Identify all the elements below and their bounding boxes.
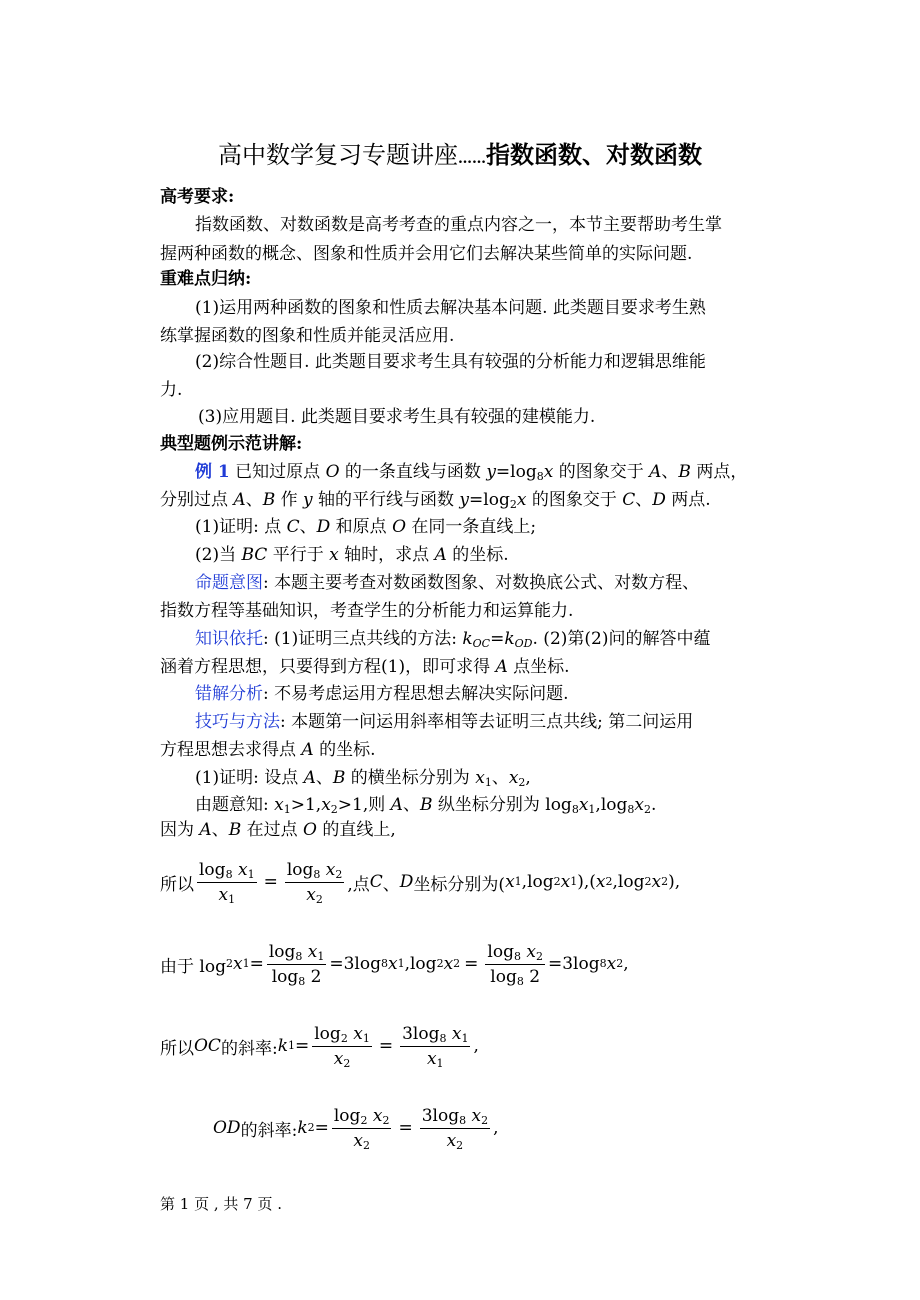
- knowledge-line-1: 知识依托: (1)证明三点共线的方法: $k_{OC}=k_{OD}$. (2)第(2)问的解答中蕴: [195, 629, 711, 650]
- technique-line-2: 方程思想去求得点 A 的坐标.: [160, 740, 376, 760]
- requirements-paragraph-1: 指数函数、对数函数是高考考查的重点内容之一，本节主要帮助考生掌: [195, 215, 722, 235]
- key-point-1b: 练掌握函数的图象和性质并能灵活应用.: [160, 326, 455, 346]
- equation-row-3: 所以 OC 的斜率: k 1 = $\frac{\log_2 x_1}{x_2}$ = $\frac{3\log_8 x_1}{x_1}$ ,: [160, 1023, 479, 1070]
- key-point-2a: (2)综合性题目. 此类题目要求考生具有较强的分析能力和逻辑思维能: [195, 352, 706, 372]
- intent-label: 命题意图: [195, 573, 263, 593]
- equation-row-4: OD 的斜率: k 2 = $\frac{\log_2 x_2}{x_2}$ = $\frac{3\log_8 x_2}{x_2}$ ,: [213, 1105, 499, 1152]
- section-heading-key-points: 重难点归纳:: [160, 269, 252, 289]
- fraction: $\frac{\log_8 x_1}{x_1}$: [199, 859, 255, 906]
- section-heading-requirements: 高考要求:: [160, 187, 235, 207]
- example-1-line-1: 例 1 已知过原点 O 的一条直线与函数 $y=\log_8x$ 的图象交于 A、B 两点，: [195, 462, 748, 483]
- proof-line-2: 由题意知: $x_1>1,x_2>1$,则 A、B 纵坐标分别为 $\log_8x_1,\log_8x_2$.: [195, 795, 657, 816]
- section-heading-examples: 典型题例示范讲解:: [160, 434, 303, 454]
- page-footer: 第 1 页 , 共 7 页 .: [160, 1195, 282, 1213]
- knowledge-label: 知识依托: [195, 629, 263, 649]
- example-label: 例 1: [195, 462, 230, 482]
- fraction: $\frac{3\log_8 x_1}{x_1}$: [402, 1023, 469, 1070]
- question-1: (1)证明: 点 C、D 和原点 O 在同一条直线上;: [195, 517, 537, 537]
- error-analysis: 错解分析: 不易考虑运用方程思想去解决实际问题.: [195, 684, 569, 704]
- title-dots: ……: [458, 151, 486, 167]
- example-1-line-2: 分别过点 A、B 作 y 轴的平行线与函数 $y=\log_2x$ 的图象交于 C、D 两点.: [160, 490, 711, 511]
- technique-label: 技巧与方法: [195, 712, 280, 732]
- proof-line-1: (1)证明: 设点 A、B 的横坐标分别为 $x_1$、$x_2$,: [195, 768, 531, 789]
- fraction: $\frac{\log_8 x_2}{\log_8 2}$: [487, 941, 543, 988]
- intent-line-1: 命题意图: 本题主要考查对数函数图象、对数换底公式、对数方程、: [195, 573, 700, 593]
- fraction: $\frac{3\log_8 x_2}{x_2}$: [421, 1105, 489, 1152]
- fraction: $\frac{\log_8 x_1}{\log_8 2}$: [268, 941, 325, 988]
- fraction: $\frac{\log_8 x_2}{x_2}$: [286, 859, 343, 906]
- title-normal: 高中数学复习专题讲座: [218, 141, 458, 169]
- requirements-paragraph-2: 握两种函数的概念、图象和性质并会用它们去解决某些简单的实际问题.: [160, 244, 693, 264]
- key-point-3: (3)应用题目. 此类题目要求考生具有较强的建模能力.: [198, 407, 596, 427]
- technique-line-1: 技巧与方法: 本题第一问运用斜率相等去证明三点共线; 第二问运用: [195, 712, 694, 732]
- equation-row-2: 由于 log 2 x 1 = $\frac{\log_8 x_1}{\log_8 2}$ =3log 8 x 1 ,log 2 x 2 = $\frac{\log_8 x_2}{\log_8 2}$ =3log 8 x 2 ,: [160, 941, 629, 988]
- title-bold: 指数函数、对数函数: [486, 140, 702, 169]
- key-point-2b: 力.: [160, 380, 183, 400]
- page-title: [0, 138, 920, 176]
- question-2: (2)当 BC 平行于 x 轴时，求点 A 的坐标.: [195, 545, 509, 565]
- key-point-1a: (1)运用两种函数的图象和性质去解决基本问题. 此类题目要求考生熟: [195, 298, 706, 318]
- knowledge-line-2: 涵着方程思想，只要得到方程(1)，即可求得 A 点坐标.: [160, 657, 570, 677]
- proof-line-3: 因为 A、B 在过点 O 的直线上,: [160, 820, 396, 840]
- intent-line-2: 指数方程等基础知识，考查学生的分析能力和运算能力.: [160, 601, 574, 621]
- fraction: $\frac{\log_2 x_2}{x_2}$: [333, 1105, 390, 1152]
- equation-row-1: 所以 $\frac{\log_8 x_1}{x_1}$ = $\frac{\log_8 x_2}{x_2}$ ,点 C 、 D 坐标分别为( x 1 ,log 2 x 1 ),( x 2 ,log 2 x 2 ),: [160, 859, 681, 906]
- fraction: $\frac{\log_2 x_1}{x_2}$: [314, 1023, 370, 1070]
- error-label: 错解分析: [195, 684, 263, 704]
